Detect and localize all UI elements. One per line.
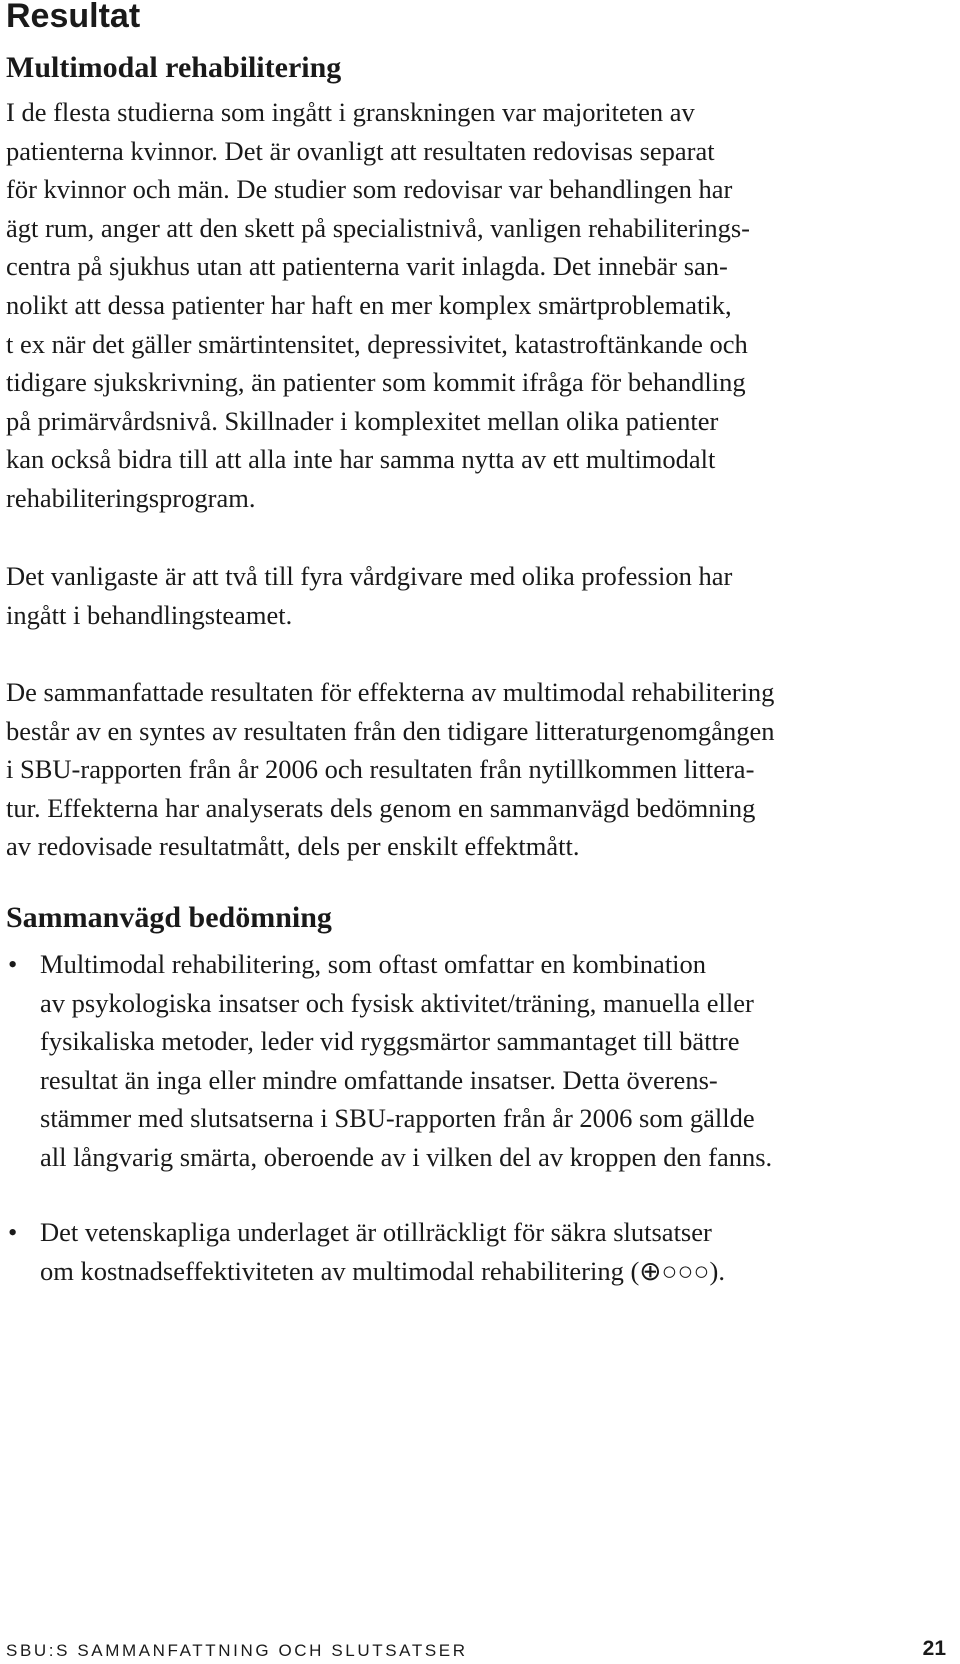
text-line: ingått i behandlingsteamet.: [6, 599, 293, 630]
bullet-text: [40, 1213, 930, 1290]
text-line: av psykologiska insatser och fysisk aktivitet/träning, manuella eller: [40, 987, 754, 1018]
bullet-icon: •: [8, 949, 18, 979]
text-line: I de flesta studierna som ingått i granskningen var majoriteten av: [6, 97, 695, 127]
text-line: stämmer med slutsatserna i SBU-rapporten från år 2006 som gällde: [40, 1103, 755, 1134]
text-line: Det vanligaste är att två till fyra vårdgivare med olika profession har: [6, 561, 733, 591]
text-line: nolikt att dessa patienter har haft en mer komplex smärtproblematik,: [6, 289, 732, 320]
text-line: resultat än inga eller mindre omfattande insatser. Detta överens-: [40, 1064, 718, 1095]
text-line: på primärvårdsnivå. Skillnader i komplexitet mellan olika patienter: [6, 405, 719, 436]
text-line: tur. Effekterna har analyserats dels genom en sammanvägd bedömning: [6, 792, 756, 823]
text-line: ägt rum, anger att den skett på specialistnivå, vanligen rehabiliterings-: [6, 212, 750, 243]
text-line: Multimodal rehabilitering, som oftast omfattar en kombination: [40, 949, 707, 979]
text-line: tidigare sjukskrivning, än patienter som kommit ifråga för behandling: [6, 367, 746, 398]
text-line: t ex när det gäller smärtintensitet, depressivitet, katastroftänkande och: [6, 328, 748, 359]
text-line: Det vetenskapliga underlaget är otillräckligt för säkra slutsatser: [40, 1217, 712, 1247]
text-line: patienterna kvinnor. Det är ovanligt att resultaten redovisas separat: [6, 135, 715, 166]
text-line: kan också bidra till att alla inte har samma nytta av ett multimodalt: [6, 444, 716, 475]
text-line: i SBU-rapporten från år 2006 och resultaten från nytillkommen littera-: [6, 754, 755, 785]
text-line: fysikaliska metoder, leder vid ryggsmärtor sammantaget till bättre: [40, 1026, 740, 1057]
bullet-text: [40, 945, 930, 1177]
text-line: om kostnadseffektiviteten av multimodal rehabilitering (⊕○○○).: [40, 1255, 725, 1286]
text-line: består av en syntes av resultaten från den tidigare litteraturgenomgången: [6, 715, 775, 746]
paragraph-1: [6, 93, 932, 518]
section-title-sammanvagd: Sammanvägd bedömning: [6, 901, 332, 934]
paragraph-2: [6, 557, 932, 634]
text-line: för kvinnor och män. De studier som redovisar var behandlingen har: [6, 174, 733, 205]
page-footer: [6, 1637, 946, 1664]
text-line: De sammanfattade resultaten för effekterna av multimodal rehabilitering: [6, 677, 775, 707]
bullet-icon: •: [8, 1217, 18, 1247]
running-title: SBU:S SAMMANFATTNING OCH SLUTSATSER: [6, 1641, 468, 1660]
section-title-multimodal: Multimodal rehabilitering: [6, 51, 342, 84]
page-number: 21: [922, 1637, 946, 1660]
text-line: centra på sjukhus utan att patienterna varit inlagda. Det innebär san-: [6, 251, 728, 282]
page-heading: Resultat: [6, 0, 141, 35]
paragraph-3: [6, 673, 932, 866]
text-line: all långvarig smärta, oberoende av i vilken del av kroppen den fanns.: [40, 1141, 773, 1172]
text-line: rehabiliteringsprogram.: [6, 482, 256, 513]
text-line: av redovisade resultatmått, dels per enskilt effektmått.: [6, 831, 580, 862]
